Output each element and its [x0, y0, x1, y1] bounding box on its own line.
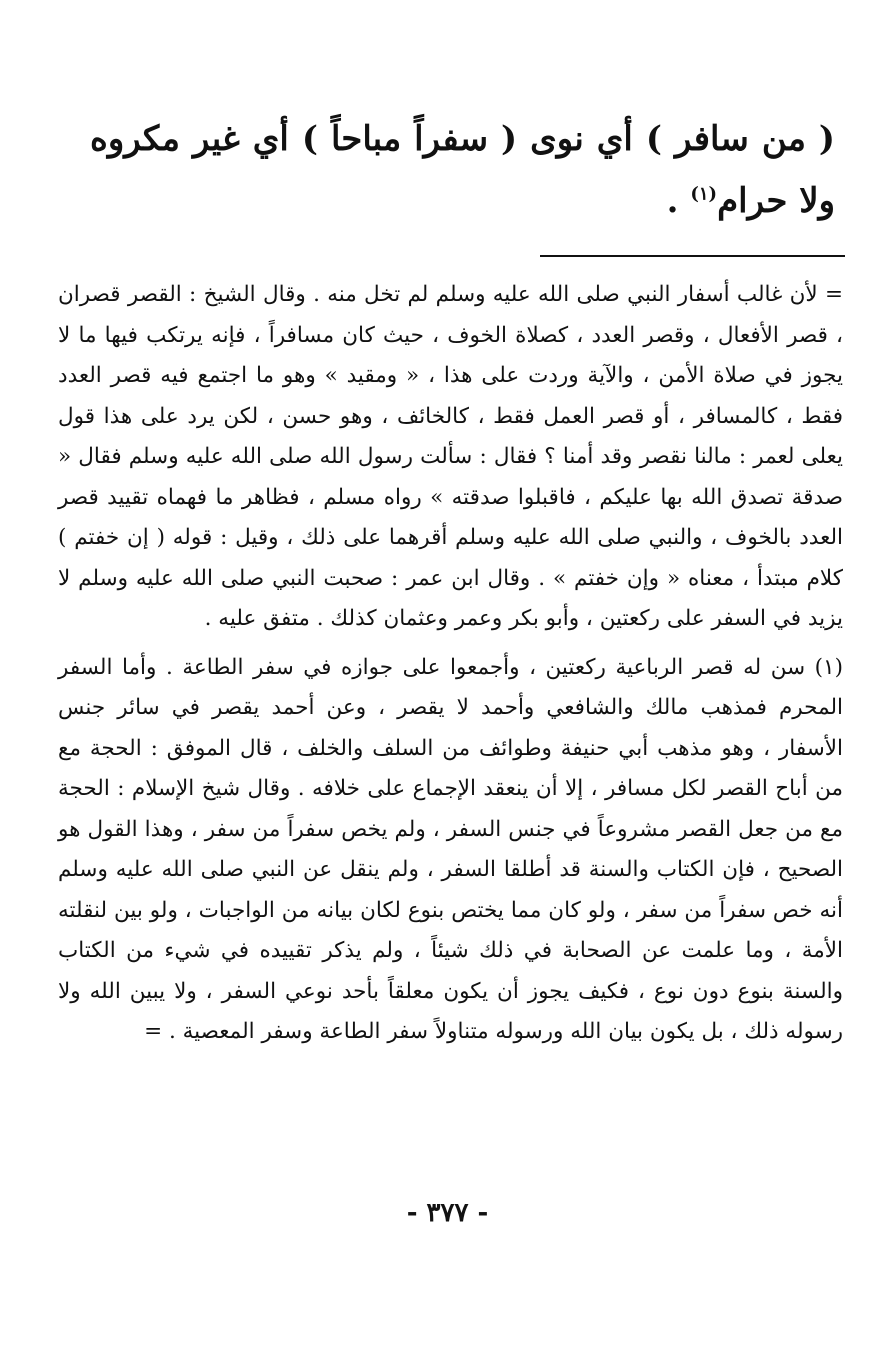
footnotes-section	[58, 275, 843, 1053]
main-text-body: ( من سافر ) أي نوى ( سفراً مباحاً ) أي غير مكروه ولا حرام	[90, 119, 835, 221]
main-text-end: .	[666, 181, 691, 221]
page-number: - ٣٧٧ -	[406, 1198, 489, 1228]
footnote-1: (١) سن له قصر الرباعية ركعتين ، وأجمعوا على جوازه في سفر الطاعة . وأما السفر المحرم فمذهب مالك والشافعي وأحمد لا يقصر ، وعن أحمد يقصر في سائر جنس الأسفار ، وهو مذهب أبي حنيفة وطوائف من السلف والخلف ، قال الموفق : الحجة مع من أباح القصر لكل مسافر ، إلا أن ينعقد الإجماع على خلافه . وقال شيخ الإسلام : الحجة مع من جعل القصر مشروعاً في جنس السفر ، ولم يخص سفراً من سفر ، وهذا القول هو الصحيح ، فإن الكتاب والسنة قد أطلقا السفر ، ولم ينقل عن النبي صلى الله عليه وسلم أنه خص سفراً من سفر ، ولو كان مما يختص بنوع لكان بيانه من الواجبات ، ولو بين لنقلته الأمة ، وما علمت عن الصحابة في ذلك شيئاً ، ولم يذكر تقييده في شيء من الكتاب والسنة بنوع دون نوع ، فكيف يجوز أن يكون معلقاً بأحد نوعي السفر ، ولا يبين الله ولا رسوله ذلك ، بل يكون بيان الله ورسوله متناولاً سفر الطاعة وسفر المعصية . =	[58, 654, 844, 1044]
footnote-separator	[540, 255, 845, 257]
footnote-marker: (١)	[690, 183, 718, 205]
main-text	[90, 108, 835, 232]
footnote-continuation: = لأن غالب أسفار النبي صلى الله عليه وسلم لم تخل منه . وقال الشيخ : القصر قصران ، قصر الأفعال ، وقصر العدد ، كصلاة الخوف ، حيث كان مسافراً ، فإنه يرتكب فيها ما لا يجوز في صلاة الأمن ، والآية وردت على هذا ، « ومقيد » وهو ما اجتمع فيه قصر العدد فقط ، كالمسافر ، أو قصر العمل فقط ، كالخائف ، وهو حسن ، لكن يرد على هذا قول يعلى لعمر : مالنا نقصر وقد أمنا ؟ فقال : سألت رسول الله صلى الله عليه وسلم فقال « صدقة تصدق الله بها عليكم ، فاقبلوا صدقته » رواه مسلم ، فظاهر ما فهماه تقييد قصر العدد بالخوف ، والنبي صلى الله عليه وسلم أقرهما على ذلك ، وقيل : قوله ( إن خفتم ) كلام مبتدأ ، معناه « وإن خفتم » . وقال ابن عمر : صحبت النبي صلى الله عليه وسلم لا يزيد في السفر على ركعتين ، وأبو بكر وعمر وعثمان كذلك . متفق عليه .	[58, 282, 843, 631]
